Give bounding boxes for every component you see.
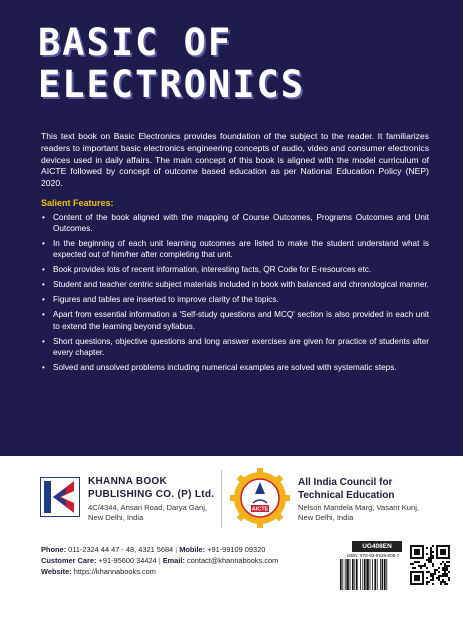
intro-paragraph: This text book on Basic Electronics provides foundation of the subject to the reader. It familiarizes readers to important basic electronics engineering concepts of audio, video and consumer electronics devices used in daily affairs. The main concept of this book is aligned with the model curriculum of AICTE followed by concept of outcome based education as per National Education Policy (NEP) 2020. — [41, 131, 429, 189]
email-label: Email: — [162, 556, 185, 565]
mobile-label: Mobile: — [179, 545, 206, 554]
aicte-name — [298, 477, 395, 502]
customer-care-row — [41, 555, 278, 566]
contact-separator: | — [158, 556, 161, 565]
book-code-badge: UG408EN — [352, 541, 402, 552]
publisher-address-line-1: 4C/4344, Ansari Road, Darya Ganj, — [88, 503, 208, 512]
feature-item: • Student and teacher centric subject materials included in book with balanced and chronological manner. — [41, 279, 429, 290]
aicte-address-line-2: New Delhi, India — [298, 513, 354, 522]
email-link[interactable]: contact@khannabooks.com — [186, 556, 279, 565]
publisher-name-line-1: KHANNA BOOK — [88, 476, 168, 487]
feature-item: • In the beginning of each unit learning outcomes are listed to make the student understand what is expected out of him/her after completing that unit. — [41, 238, 429, 260]
khanna-k-logo-icon — [40, 477, 80, 517]
phone-row — [41, 544, 278, 555]
customer-care-value: +91-95600 34424 — [98, 556, 157, 565]
book-title-line-1: BASIC OF — [38, 21, 233, 64]
aicte-gear-emblem-icon — [229, 467, 291, 529]
publisher-address — [88, 503, 207, 523]
website-link[interactable]: https://khannabooks.com — [73, 567, 156, 576]
feature-item: • Solved and unsolved problems including numerical examples are solved with systematic steps. — [41, 362, 429, 373]
feature-item: • Book provides lots of recent information, interesting facts, QR Code for E-resources etc. — [41, 264, 429, 275]
feature-item: • Content of the book aligned with the mapping of Course Outcomes, Programs Outcomes and Unit Outcomes. — [41, 212, 429, 234]
aicte-address-line-1: Nelson Mandela Marg, Vasant Kunj, — [298, 503, 420, 512]
mobile-value: +91-99109 09320 — [207, 545, 266, 554]
customer-care-label: Customer Care: — [41, 556, 97, 565]
publisher-address-line-2: New Delhi, India — [88, 513, 144, 522]
feature-item: • Figures and tables are inserted to improve clarity of the topics. — [41, 294, 429, 305]
qr-code-icon — [410, 545, 450, 585]
phone-value: 011-2324 44 47 - 48, 4321 5684 — [68, 545, 174, 554]
aicte-emblem-text: AICTE — [251, 506, 269, 513]
aicte-address — [298, 503, 419, 523]
logo-divider — [221, 470, 222, 528]
publisher-name-line-2: PUBLISHING CO. (P) Ltd. — [88, 488, 215, 500]
salient-features-heading: Salient Features: — [41, 198, 114, 208]
isbn-text: ISBN: 978-93-5538-808-7 — [346, 553, 400, 558]
website-label: Website: — [41, 567, 72, 576]
aicte-name-line-2: Technical Education — [298, 489, 395, 501]
publisher-name — [88, 476, 214, 501]
contact-block — [41, 544, 278, 577]
aicte-name-line-1: All India Council for — [298, 477, 393, 488]
book-title — [38, 22, 305, 106]
feature-item: • Apart from essential information a 'Self-study questions and MCQ' section is also provided in each unit to extend the learning beyond syllabus. — [41, 309, 429, 331]
salient-features-list — [41, 212, 429, 377]
isbn-barcode-icon — [338, 559, 404, 597]
feature-item: • Short questions, objective questions and long answer exercises are given for practice of students after every chapter. — [41, 336, 429, 358]
website-row — [41, 566, 278, 577]
book-title-line-2: ELECTRONICS — [38, 63, 306, 106]
contact-separator: | — [175, 545, 178, 554]
phone-label: Phone: — [41, 545, 67, 554]
